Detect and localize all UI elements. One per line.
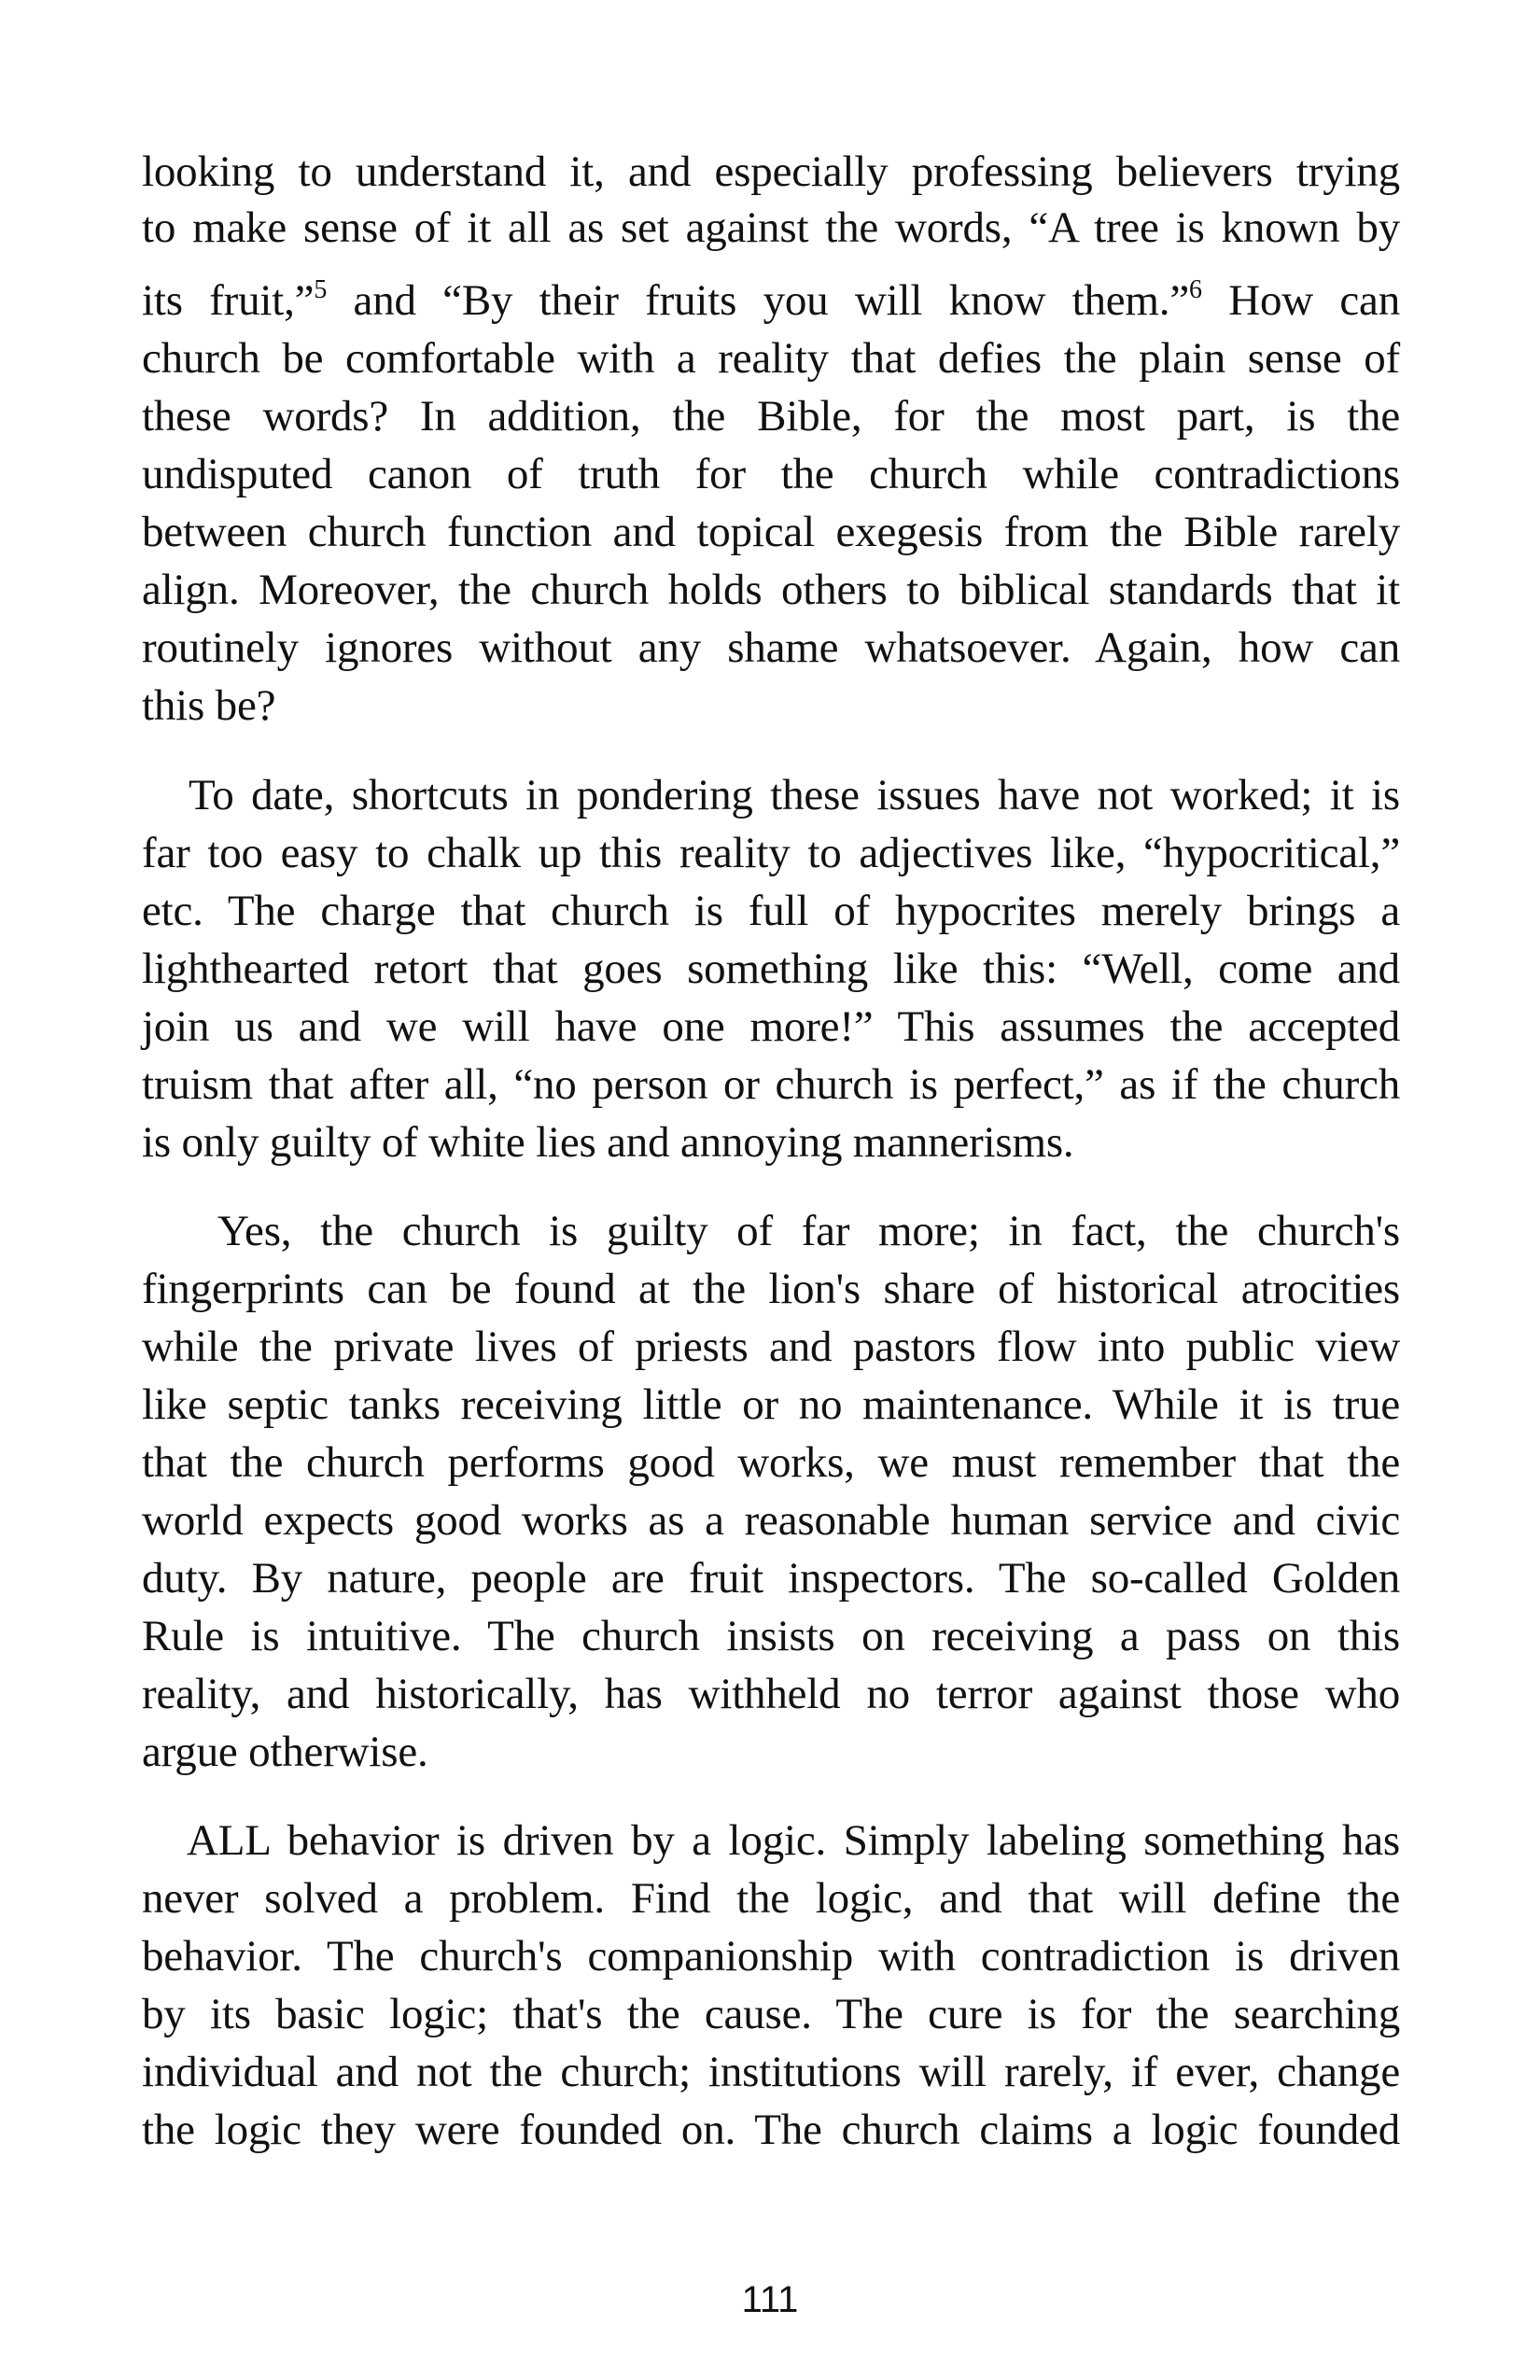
text-line: undisputed canon of truth for the church while contradictions xyxy=(142,450,1400,498)
text-segment: its fruit,” xyxy=(142,276,315,325)
text-line: by its basic logic; that's the cause. The cure is for the searching xyxy=(142,1990,1400,2038)
text-line: routinely ignores without any shame whatsoever. Again, how can xyxy=(142,623,1400,672)
text-line: world expects good works as a reasonable human service and civic xyxy=(142,1496,1400,1545)
text-segment: How can xyxy=(1201,276,1400,325)
text-line: Yes, the church is guilty of far more; in fact, the church's xyxy=(217,1207,1400,1255)
text-line: reality, and historically, has withheld no terror against those who xyxy=(142,1670,1400,1718)
text-segment: and “By their fruits you will know them.” xyxy=(327,276,1189,325)
text-line: duty. By nature, people are fruit inspectors. The so-called Golden xyxy=(142,1554,1400,1603)
page-number: 111 xyxy=(741,2279,799,2320)
text-line: ALL behavior is driven by a logic. Simply labeling something has xyxy=(187,1816,1400,1865)
text-line: etc. The charge that church is full of hypocrites merely brings a xyxy=(142,887,1400,935)
text-line: To date, shortcuts in pondering these issues have not worked; it is xyxy=(189,771,1400,819)
text-line: church be comfortable with a reality that defies the plain sense of xyxy=(142,334,1400,383)
text-line: this be? xyxy=(142,681,276,730)
footnote-marker-6[interactable]: 6 xyxy=(1189,275,1202,304)
text-line: fingerprints can be found at the lion's share of historical atrocities xyxy=(142,1265,1400,1313)
text-line: these words? In addition, the Bible, for the most part, is the xyxy=(142,392,1400,441)
text-line: align. Moreover, the church holds others to biblical standards that it xyxy=(142,566,1400,614)
footnote-marker-5[interactable]: 5 xyxy=(314,275,328,304)
text-line: while the private lives of priests and pastors flow into public view xyxy=(142,1323,1400,1371)
text-line: never solved a problem. Find the logic, and that will define the xyxy=(142,1874,1400,1923)
text-line: like septic tanks receiving little or no maintenance. While it is true xyxy=(142,1380,1400,1429)
text-line: the logic they were founded on. The church claims a logic founded xyxy=(142,2106,1400,2154)
text-line: Rule is intuitive. The church insists on receiving a pass on this xyxy=(142,1612,1400,1660)
text-line: argue otherwise. xyxy=(142,1728,428,1776)
text-line: between church function and topical exegesis from the Bible rarely xyxy=(142,508,1400,556)
text-line: that the church performs good works, we must remember that the xyxy=(142,1438,1400,1487)
text-line: join us and we will have one more!” This assumes the accepted xyxy=(142,1002,1400,1051)
text-line: lighthearted retort that goes something like this: “Well, come and xyxy=(142,945,1400,993)
text-line: behavior. The church's companionship with contradiction is driven xyxy=(142,1932,1400,1981)
text-line: truism that after all, “no person or church is perfect,” as if the church xyxy=(142,1060,1400,1109)
text-line: looking to understand it, and especially professing believers trying xyxy=(142,147,1400,196)
text-line: to make sense of it all as set against the words, “A tree is known by xyxy=(142,203,1400,252)
text-line: individual and not the church; institutions will rarely, if ever, change xyxy=(142,2048,1400,2096)
text-line: far too easy to chalk up this reality to adjectives like, “hypocritical,” xyxy=(142,829,1400,877)
text-line-with-footnotes xyxy=(142,272,1400,329)
text-line: is only guilty of white lies and annoying mannerisms. xyxy=(142,1118,1074,1167)
